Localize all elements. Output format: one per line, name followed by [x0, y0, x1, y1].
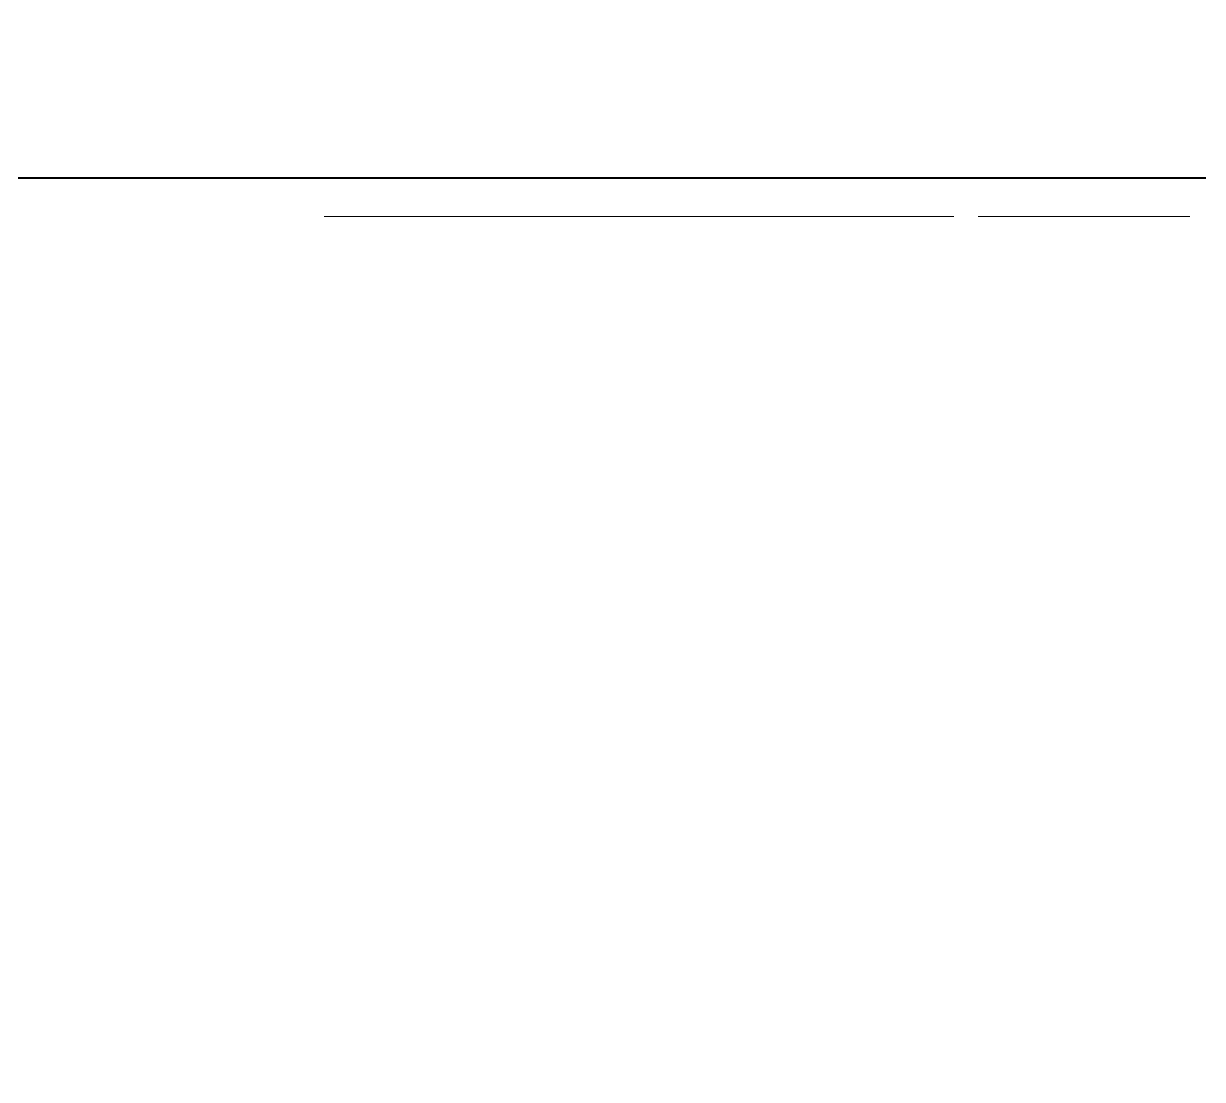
header-col4 [678, 221, 842, 248]
header-col2 [428, 221, 554, 248]
header-col3 [554, 221, 678, 248]
header-col1 [314, 221, 428, 248]
group-header-row [18, 178, 1206, 211]
group-header-pi [964, 178, 1206, 211]
header-col5 [842, 221, 964, 248]
header-task [18, 221, 314, 248]
header-col7 [1082, 221, 1206, 248]
group-header-groot [314, 178, 964, 211]
results-table [18, 177, 1206, 248]
column-header-row [18, 221, 1206, 248]
header-col6 [964, 221, 1082, 248]
